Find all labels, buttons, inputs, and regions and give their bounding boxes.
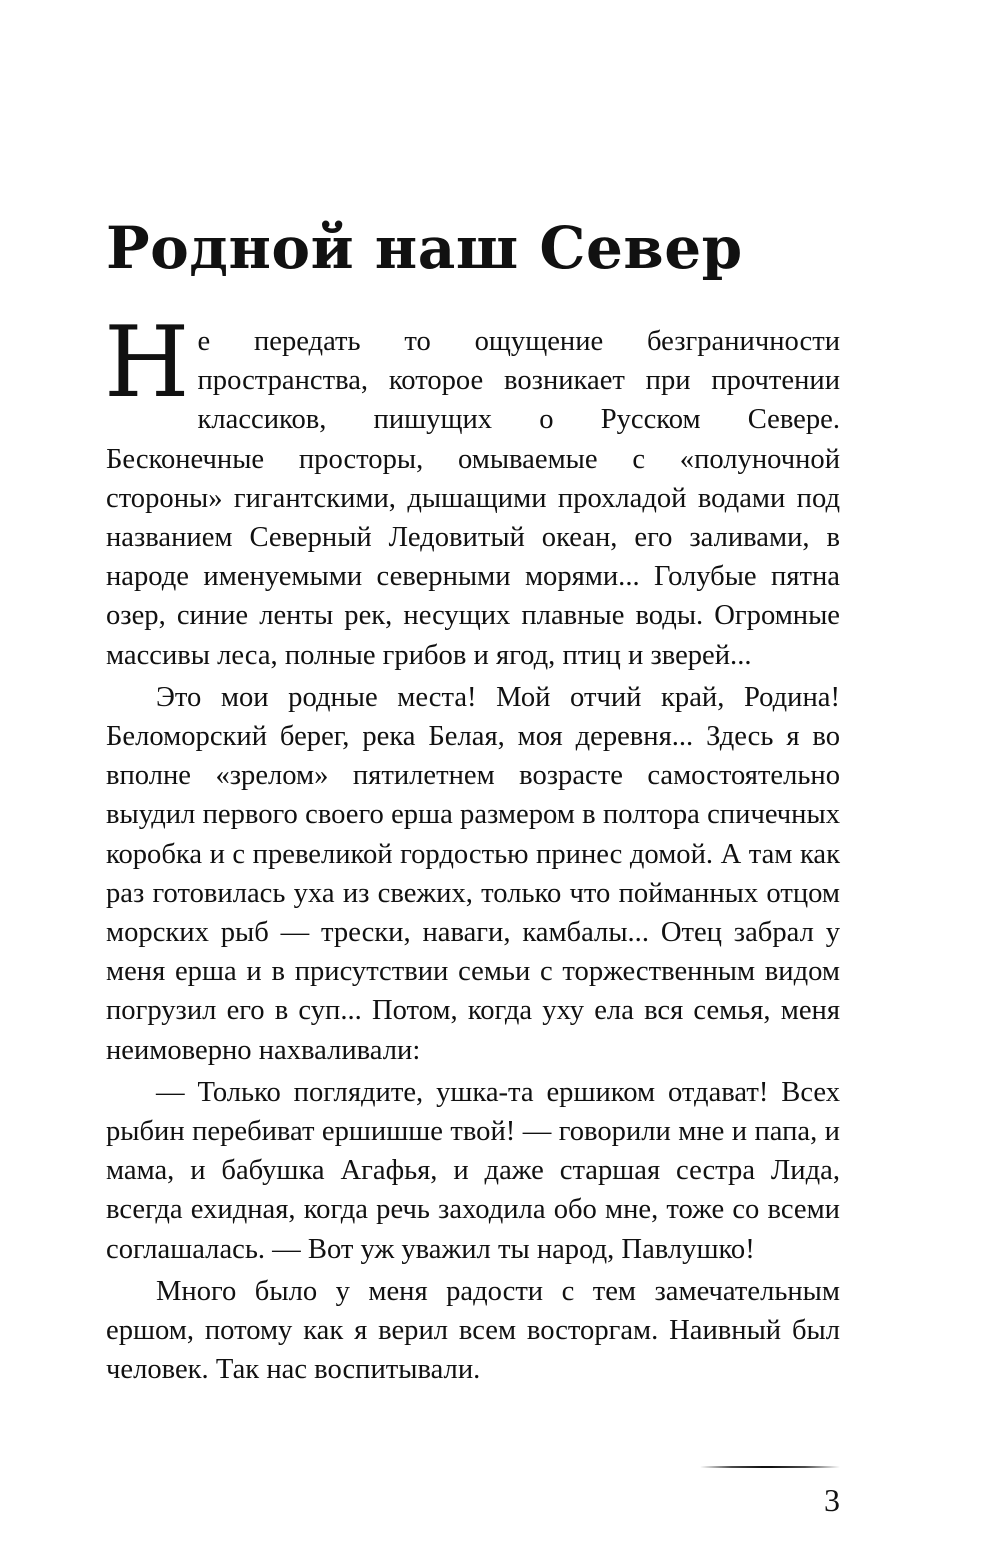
paragraph-1-text: е передать то ощущение безграничности пространства, которое возникает при прочтении классиков, пишущих о Русском Севере. Бесконечные просторы, омываемые с «полуночной стороны» гигантскими, дышащими прохладой водами под названием Северный Ледовитый океан, его заливами, в народе именуемыми северными морями... Голубые пятна озер, синие ленты рек, несущих плавные воды. Огромные массивы леса, полные грибов и ягод, птиц и зверей... <box>106 326 840 671</box>
paragraph-3: — Только поглядите, ушка-та ершиком отдават! Всех рыбин перебиват ершишше твой! — говорили мне и папа, и мама, и бабушка Агафья, и даже старшая сестра Лида, всегда ехидная, когда речь заходила обо мне, тоже со всеми соглашалась. — Вот уж уважил ты народ, Павлушко! <box>106 1076 840 1265</box>
chapter-title: Родной наш Север <box>106 214 743 282</box>
page-number: 3 <box>824 1482 840 1518</box>
paragraph-2: Это мои родные места! Мой отчий край, Родина! Беломорский берег, река Белая, моя деревня... Здесь я во вполне «зрелом» пятилетнем возрасте самостоятельно выудил первого своего ерша размером в полтора спичечных коробка и с превеликой гордостью принес домой. А там как раз готовилась уха из свежих, только что пойманных отцом морских рыб — трески, наваги, камбалы... Отец забрал у меня ерша и в присутствии семьи с торжественным видом погрузил его в суп... Потом, когда уху ела вся семья, меня неимоверно нахваливали: <box>106 681 840 1066</box>
footer-rule <box>700 1465 840 1469</box>
paragraph-4: Много было у меня радости с тем замечательным ершом, потому как я верил всем восторгам. Наивный был человек. Так нас воспитывали. <box>106 1275 840 1386</box>
paragraph-1 <box>104 306 840 675</box>
drop-cap: Н <box>104 306 190 420</box>
body-text <box>104 306 840 1389</box>
